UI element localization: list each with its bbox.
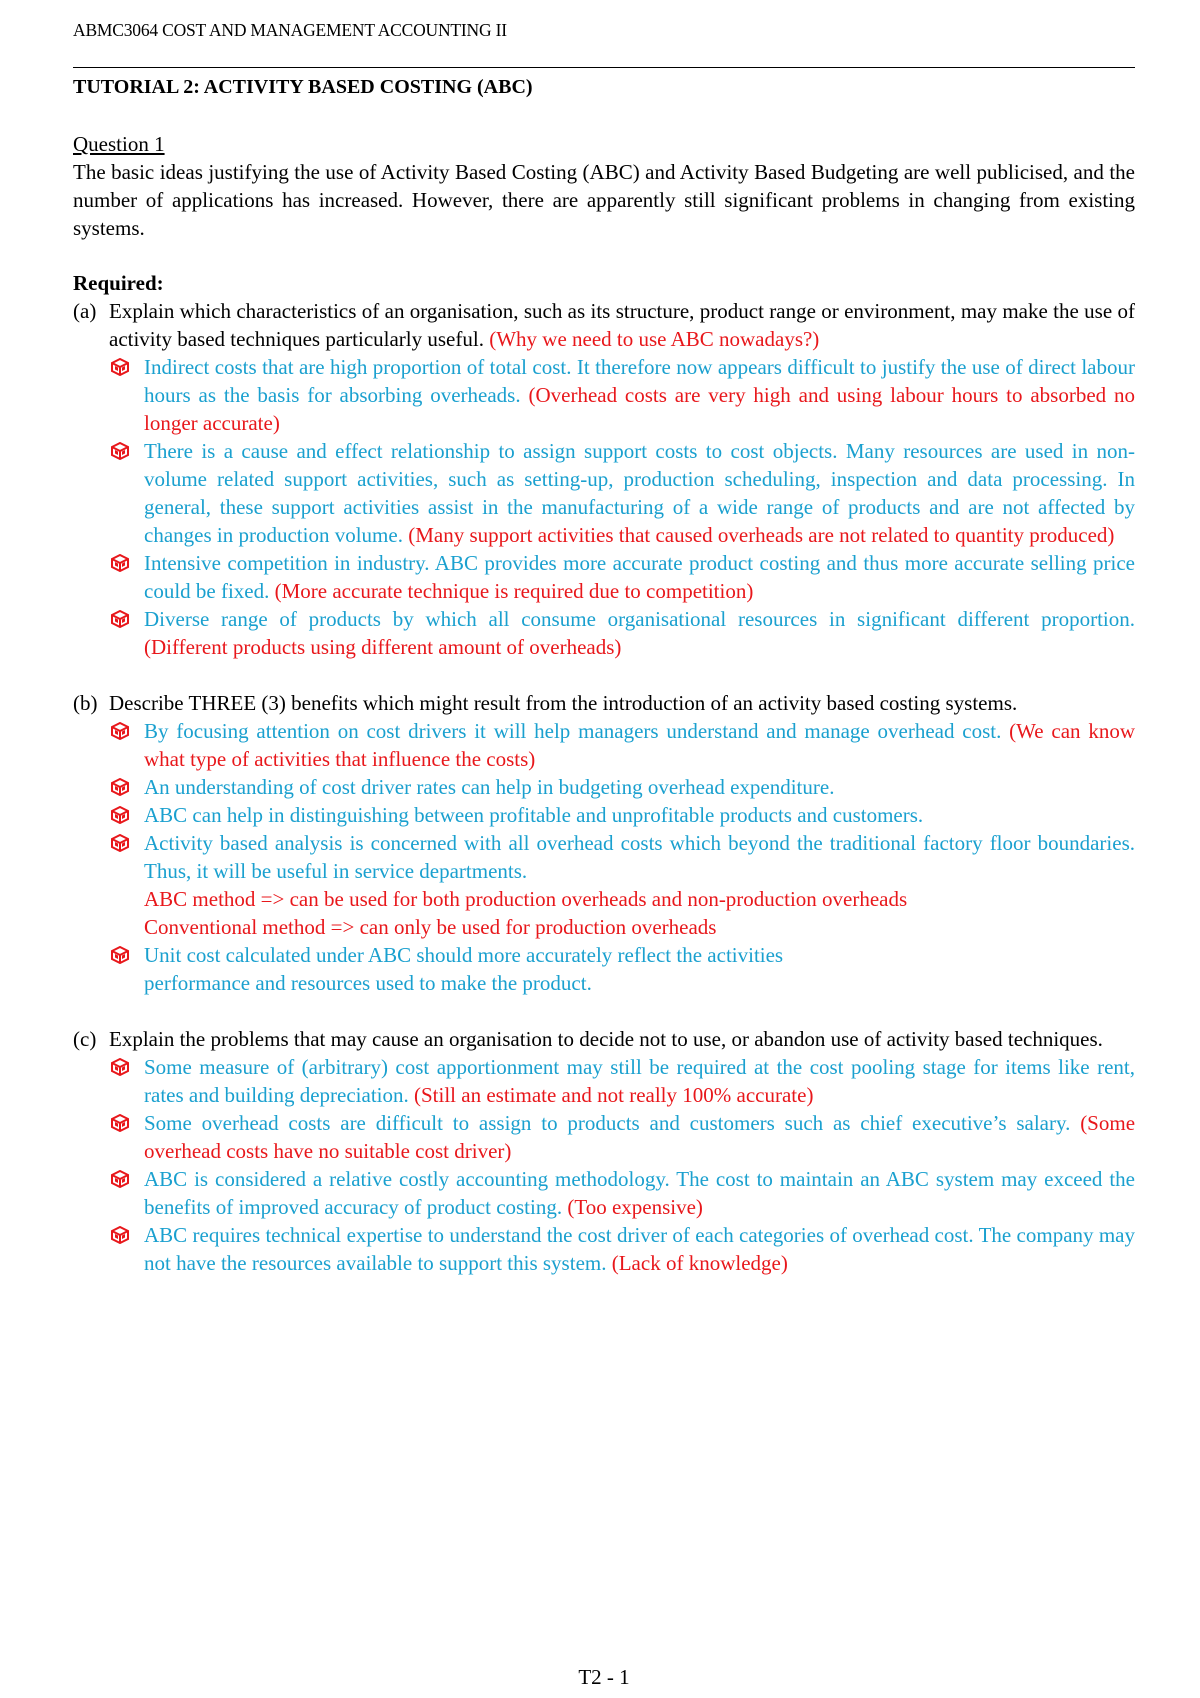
cube-bullet-icon bbox=[111, 442, 129, 460]
question-intro: The basic ideas justifying the use of Activity Based Costing (ABC) and Activity Based Budgeting are well publicised, and the number of applications has increased. However, there are apparently still significant problems in changing from existing systems. bbox=[73, 160, 1135, 240]
part-c bbox=[73, 1025, 1135, 1053]
cube-bullet-icon bbox=[111, 610, 129, 628]
cube-bullet-icon bbox=[111, 946, 129, 964]
cube-bullet-icon bbox=[111, 778, 129, 796]
list-item: Indirect costs that are high proportion of total cost. It therefore now appears difficult to justify the use of direct labour hours as the basis for absorbing overheads. (Overhead costs are very high and using labour hours to absorbed no longer accurate) bbox=[109, 353, 1135, 437]
list-item: ABC requires technical expertise to understand the cost driver of each categories of overhead cost. The company may not have the resources available to support this system. (Lack of knowledge) bbox=[109, 1221, 1135, 1277]
part-b-question: Describe THREE (3) benefits which might result from the introduction of an activity based costing systems. bbox=[109, 691, 1018, 715]
part-a-note: (Why we need to use ABC nowadays?) bbox=[489, 327, 820, 351]
list-item: Intensive competition in industry. ABC provides more accurate product costing and thus more accurate selling price could be fixed. (More accurate technique is required due to competition) bbox=[109, 549, 1135, 605]
list-item: ABC is considered a relative costly accounting methodology. The cost to maintain an ABC system may exceed the benefits of improved accuracy of product costing. (Too expensive) bbox=[109, 1165, 1135, 1221]
list-item: Activity based analysis is concerned with all overhead costs which beyond the traditional factory floor boundaries. Thus, it will be useful in service departments. ABC method => can be used for both production overheads and non-production overheads Conventional method => can only be used for production overheads bbox=[109, 829, 1135, 941]
header-rule bbox=[73, 67, 1135, 68]
cube-bullet-icon bbox=[111, 358, 129, 376]
part-c-tag: (c) bbox=[73, 1027, 97, 1051]
cube-bullet-icon bbox=[111, 834, 129, 852]
part-b-points bbox=[109, 717, 1135, 997]
course-header: ABMC3064 COST AND MANAGEMENT ACCOUNTING II bbox=[73, 20, 507, 40]
list-item: Diverse range of products by which all consume organisational resources in significant different proportion. (Different products using different amount of overheads) bbox=[109, 605, 1135, 661]
list-item: Some measure of (arbitrary) cost apportionment may still be required at the cost pooling stage for items like rent, rates and building depreciation. (Still an estimate and not really 100% accurate) bbox=[109, 1053, 1135, 1109]
list-item: Some overhead costs are difficult to assign to products and customers such as chief executive’s salary. (Some overhead costs have no suitable cost driver) bbox=[109, 1109, 1135, 1165]
cube-bullet-icon bbox=[111, 1114, 129, 1132]
required-heading: Required: bbox=[73, 271, 164, 295]
cube-bullet-icon bbox=[111, 554, 129, 572]
document-page bbox=[73, 0, 1135, 1698]
page-number: T2 - 1 bbox=[578, 1665, 630, 1689]
content bbox=[73, 130, 1135, 1277]
list-item: By focusing attention on cost drivers it will help managers understand and manage overhead cost. (We can know what type of activities that influence the costs) bbox=[109, 717, 1135, 773]
cube-bullet-icon bbox=[111, 1226, 129, 1244]
cube-bullet-icon bbox=[111, 1170, 129, 1188]
part-a-points bbox=[109, 353, 1135, 661]
cube-bullet-icon bbox=[111, 1058, 129, 1076]
part-c-question: Explain the problems that may cause an organisation to decide not to use, or abandon use of activity based techniques. bbox=[109, 1027, 1103, 1051]
list-item: ABC can help in distinguishing between profitable and unprofitable products and customers. bbox=[109, 801, 1135, 829]
list-item: Unit cost calculated under ABC should more accurately reflect the activities performance and resources used to make the product. bbox=[109, 941, 1135, 997]
list-item: An understanding of cost driver rates can help in budgeting overhead expenditure. bbox=[109, 773, 1135, 801]
list-item: There is a cause and effect relationship to assign support costs to cost objects. Many resources are used in non-volume related support activities, such as setting-up, production scheduling, inspection and data processing. In general, these support activities assist in the manufacturing of a wide range of products and are not affected by changes in production volume. (Many support activities that caused overheads are not related to quantity produced) bbox=[109, 437, 1135, 549]
cube-bullet-icon bbox=[111, 722, 129, 740]
part-a-tag: (a) bbox=[73, 299, 97, 323]
part-b bbox=[73, 689, 1135, 717]
question-label: Question 1 bbox=[73, 132, 165, 156]
part-c-points bbox=[109, 1053, 1135, 1277]
part-b-tag: (b) bbox=[73, 691, 98, 715]
part-a-question: Explain which characteristics of an organisation, such as its structure, product range or environment, may make the use of activity based techniques particularly useful. (Why we need to use ABC nowadays?) bbox=[109, 299, 1135, 351]
tutorial-title: TUTORIAL 2: ACTIVITY BASED COSTING (ABC) bbox=[73, 76, 533, 98]
cube-bullet-icon bbox=[111, 806, 129, 824]
part-a bbox=[73, 297, 1135, 353]
